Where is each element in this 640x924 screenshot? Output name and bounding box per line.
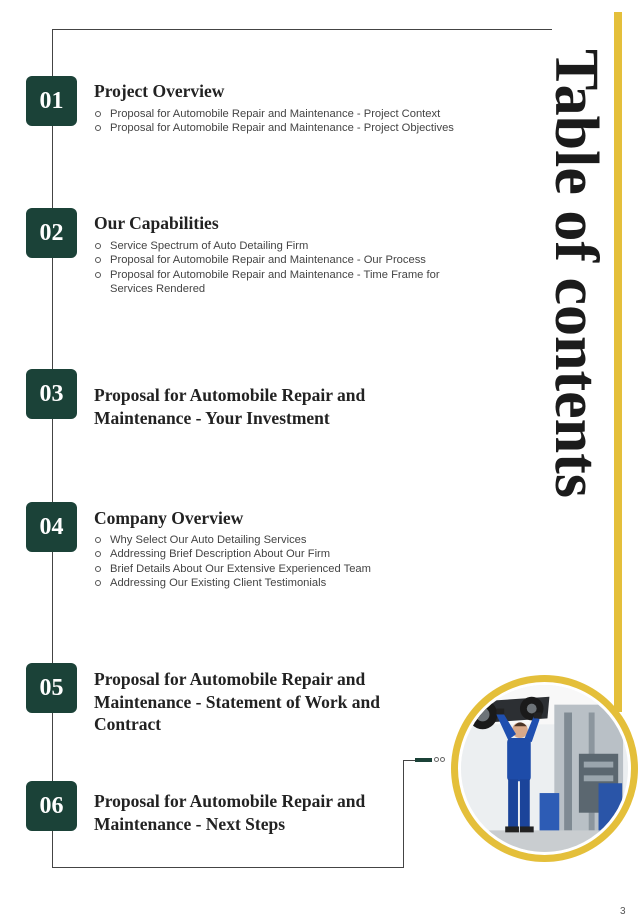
list-item: Proposal for Automobile Repair and Maintenance - Time Frame for Services Rendered: [94, 268, 474, 297]
connector-dot: [434, 757, 439, 762]
section-number-badge: 05: [26, 663, 77, 713]
page-title: [540, 8, 612, 538]
list-item: Why Select Our Auto Detailing Services: [94, 533, 514, 547]
mechanic-photo-inner: [458, 682, 631, 855]
section-title: Proposal for Automobile Repair and Maintenance - Your Investment: [94, 385, 366, 428]
section-number-badge: 04: [26, 502, 77, 552]
toc-section-04[interactable]: [26, 502, 546, 592]
list-item: Proposal for Automobile Repair and Maintenance - Our Process: [94, 253, 474, 267]
section-number-badge: 02: [26, 208, 77, 258]
toc-section-02[interactable]: [26, 208, 546, 298]
section-number-badge: 03: [26, 369, 77, 419]
section-title: Proposal for Automobile Repair and Maintenance - Statement of Work and Contract: [94, 669, 380, 734]
section-number-badge: 06: [26, 781, 77, 831]
list-item: Addressing Our Existing Client Testimonials: [94, 576, 514, 590]
frame-left-line: [52, 29, 53, 868]
connector-horizontal-line: [403, 760, 415, 761]
mechanic-photo: [451, 675, 638, 862]
page-number: 3: [620, 906, 626, 917]
section-items: [94, 107, 514, 136]
frame-bottom-line: [52, 867, 404, 868]
toc-section-01[interactable]: [26, 76, 546, 136]
page-title-text: Table of contents: [542, 48, 610, 498]
connector-bar: [415, 758, 432, 762]
list-item: Proposal for Automobile Repair and Maintenance - Project Objectives: [94, 121, 514, 135]
list-item: Brief Details About Our Extensive Experienced Team: [94, 562, 514, 576]
gold-accent-bar: [614, 12, 622, 712]
frame-top-line: [52, 29, 552, 30]
section-number-badge: 01: [26, 76, 77, 126]
section-title: Proposal for Automobile Repair and Maintenance - Next Steps: [94, 791, 366, 834]
list-item: Proposal for Automobile Repair and Maintenance - Project Context: [94, 107, 514, 121]
list-item: Service Spectrum of Auto Detailing Firm: [94, 239, 474, 253]
toc-section-03[interactable]: [26, 369, 546, 429]
section-title: Project Overview: [94, 81, 225, 101]
section-items: [94, 239, 474, 297]
section-items: [94, 533, 514, 591]
section-title: Company Overview: [94, 508, 244, 528]
section-title: Our Capabilities: [94, 213, 219, 233]
list-item: Addressing Brief Description About Our Firm: [94, 547, 514, 561]
mechanic-illustration: [461, 685, 628, 852]
connector-dot: [440, 757, 445, 762]
